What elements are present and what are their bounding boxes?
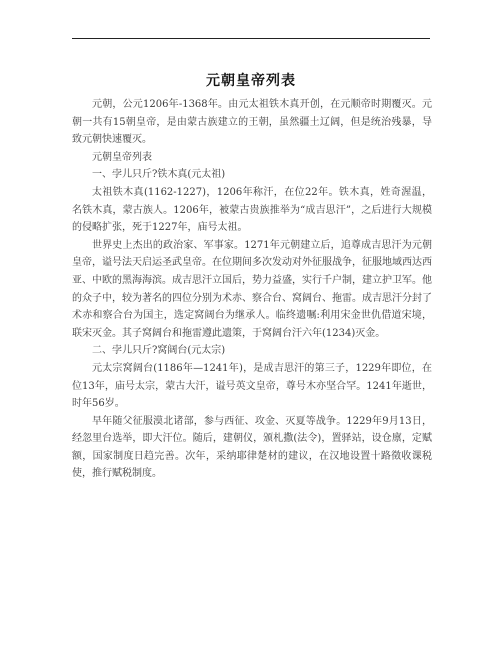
section-heading-taizong: 二、孛儿只斤?窝阔台(元太宗): [92, 345, 226, 357]
paragraph-taizong-history: 早年随父征服漠北诸部，参与西征、攻金、灭夏等战争。1229年9月13日，经忽里台选举，即大汗位。随后，建朝仪，颁札撒(法令)，置驿站，设仓廪，定赋额，国家制度日趋完善。次年，采纳耶律楚材的建议，在汉地设置十路徵收课税使，推行赋税制度。: [72, 415, 432, 480]
paragraph-taizu-bio: 太祖铁木真(1162-1227)，1206年称汗，在位22年。铁木真，姓奇渥温，名铁木真，蒙古族人。1206年，被蒙古贵族推举为“成吉思汗”，之后进行大规模的侵略扩张，死于1227年，庙号太祖。: [72, 186, 432, 234]
document-body: [72, 96, 432, 483]
section-heading-taizu: 一、孛儿只斤?铁木真(元太祖): [92, 169, 226, 181]
paragraph-taizu-history: 世界史上杰出的政治家、军事家。1271年元朝建立后，追尊成吉思汗为元朝皇帝，谥号法天启运圣武皇帝。在位期间多次发动对外征服战争，征服地域西达西亚、中欧的黑海海滨。成吉思汗立国后，势力益盛，实行千户制，建立护卫军。他的众子中，较为著名的四位分别为术赤、察合台、窝阔台、拖雷。成吉思汗分封了术赤和察合台为国主，选定窝阔台为继承人。临终遗嘱:利用宋金世仇借道宋境，联宋灭金。其子窝阔台和拖雷遵此遗策，于窝阔台汗六年(1234)灭金。: [72, 239, 432, 339]
paragraph-taizong-bio: 元太宗窝阔台(1186年—1241年)，是成吉思汗的第三子，1229年即位，在位13年，庙号太宗，蒙古大汗，谥号英文皇帝，尊号木亦坚合罕。1241年逝世，时年56岁。: [72, 362, 432, 410]
page-title: 元朝皇帝列表: [206, 73, 296, 89]
list-heading: 元朝皇帝列表: [92, 151, 152, 163]
intro-paragraph: 元朝，公元1206年-1368年。由元太祖铁木真开创，在元顺帝时期覆灭。元朝一共有15朝皇帝，是由蒙古族建立的王朝，虽然疆土辽阔，但是统治残暴，导致元朝快速覆灭。: [72, 99, 432, 146]
header-rule: [72, 38, 430, 39]
